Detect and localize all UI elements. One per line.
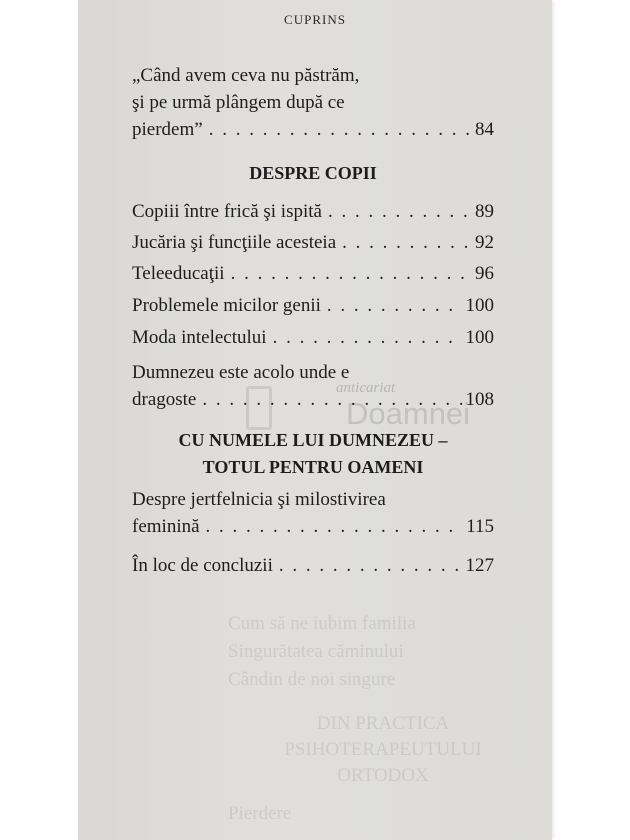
section-heading: DESPRE COPII <box>249 163 377 183</box>
bleed-line: PSIHOTERAPEUTULUI <box>284 739 482 760</box>
toc-entry <box>132 198 494 225</box>
toc-entry <box>132 229 494 256</box>
toc-entry-line: „Când avem ceva nu păstrăm, <box>132 65 360 86</box>
dot-leader <box>231 260 471 287</box>
toc-page-number: 96 <box>475 263 494 284</box>
toc-page-number: 115 <box>466 516 494 537</box>
toc-entry-title: Moda intelectului <box>132 327 267 348</box>
dot-leader <box>202 386 461 413</box>
watermark-main-text: Doamnei <box>346 396 471 431</box>
toc-entry-title: feminină <box>132 516 200 537</box>
bleed-line: Singurătatea căminului <box>228 641 404 662</box>
toc-entry <box>132 324 494 351</box>
watermark-small-text: anticariat <box>336 380 396 396</box>
toc-entry <box>132 486 494 540</box>
bleed-line: DIN PRACTICA <box>316 713 450 734</box>
toc-entry <box>132 359 494 413</box>
toc-page-number: 89 <box>475 201 494 222</box>
dot-leader <box>342 229 471 256</box>
toc-entry-title: Problemele micilor genii <box>132 295 321 316</box>
dot-leader <box>328 198 471 225</box>
dot-leader <box>273 324 462 351</box>
toc-entry <box>132 552 494 579</box>
dot-leader <box>209 116 471 143</box>
toc-page-number: 127 <box>465 555 494 576</box>
bleed-line: Pierdere <box>228 803 292 824</box>
toc-page-number: 92 <box>475 232 494 253</box>
toc-entry-title: Jucăria şi funcţiile acesteia <box>132 232 337 253</box>
dot-leader <box>327 292 462 319</box>
toc-entry-title: dragoste <box>132 389 197 410</box>
toc-entry-line: şi pe urmă plângem după ce <box>132 92 345 113</box>
toc-entry-title: Copiii între frică şi ispită <box>132 201 322 222</box>
toc-entry <box>132 62 494 143</box>
dot-leader <box>279 552 462 579</box>
bleed-line: Cum să ne iubim familia <box>228 613 416 634</box>
bleed-line: Cândin de noi singure <box>228 669 396 690</box>
toc-entry-title: pierdem” <box>132 119 203 140</box>
toc-page-number: 108 <box>465 389 494 410</box>
section-heading: CU NUMELE LUI DUMNEZEU – TOTUL PENTRU OAMENI <box>178 430 448 477</box>
toc-page-number: 100 <box>465 295 494 316</box>
toc-entry-line: Despre jertfelnicia şi milostivirea <box>132 489 386 510</box>
toc-entry-title: Teleeducaţii <box>132 263 225 284</box>
book-page <box>78 0 552 840</box>
toc-page-number: 84 <box>475 119 494 140</box>
toc-entry-line: Dumnezeu este acolo unde e <box>132 362 350 383</box>
toc-page-number: 100 <box>465 327 494 348</box>
toc-entry-title: În loc de concluzii <box>132 555 273 576</box>
running-header: CUPRINS <box>284 12 346 27</box>
dot-leader <box>206 513 463 540</box>
toc-entry <box>132 260 494 287</box>
toc-entry <box>132 292 494 319</box>
bleed-line: ORTODOX <box>337 765 429 786</box>
